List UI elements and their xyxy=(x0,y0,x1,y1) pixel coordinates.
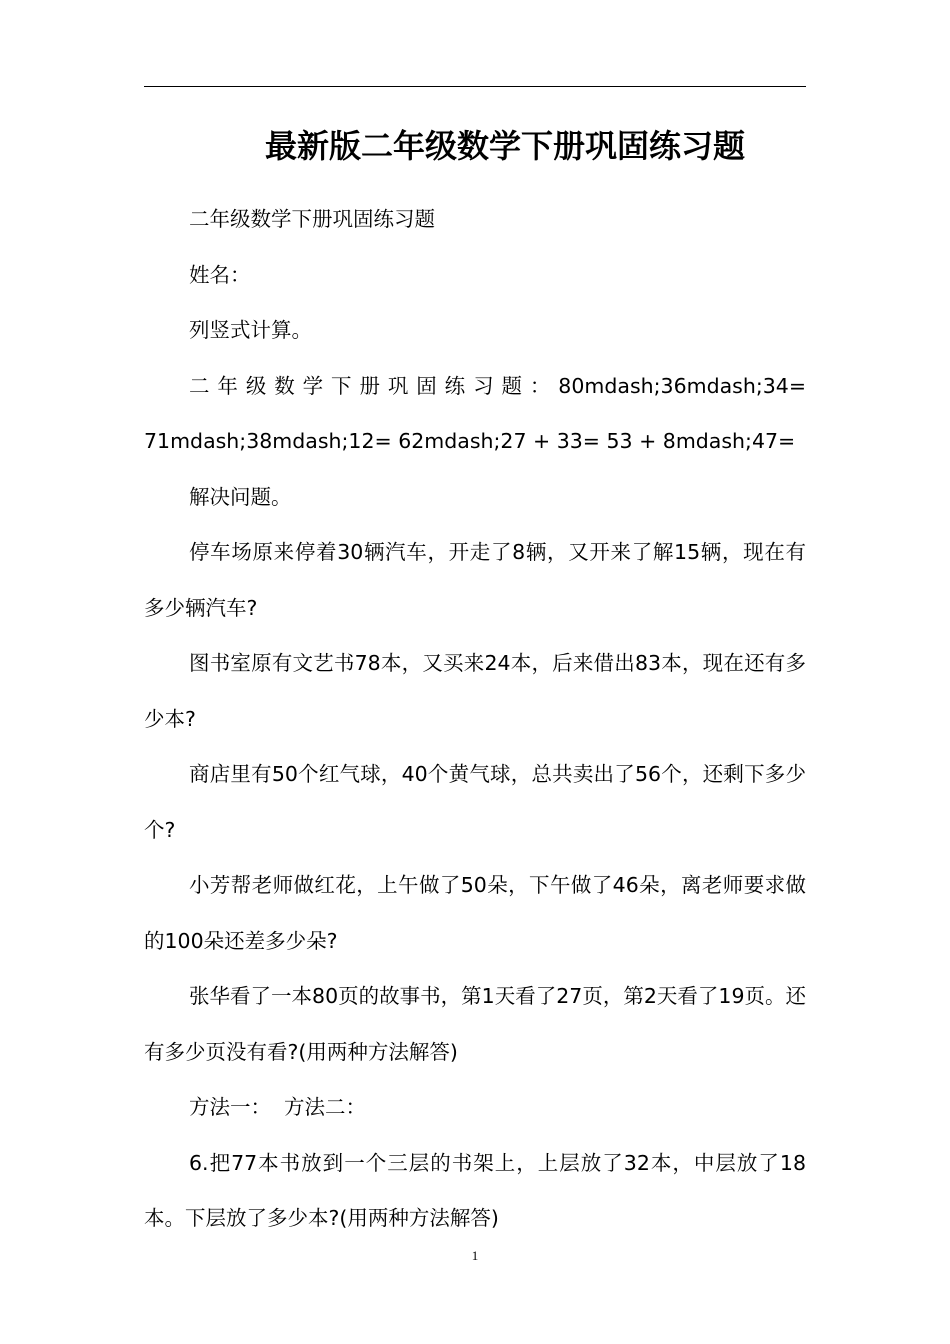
paragraph-methods: 方法一： 方法二： xyxy=(189,1095,367,1119)
paragraph-problem-bookshelf: 6.把77本书放到一个三层的书架上，上层放了32本，中层放了18本。下层放了多少本?(用两种方法解答) xyxy=(144,1150,806,1230)
document-title: 最新版二年级数学下册巩固练习题 xyxy=(264,127,745,165)
page-number: 1 xyxy=(471,1248,479,1263)
paragraph-problem-library: 图书室原有文艺书78本，又买来24本，后来借出83本，现在还有多少本? xyxy=(144,651,806,731)
paragraph-problem-storybook: 张华看了一本80页的故事书，第1天看了27页，第2天看了19页。还有多少页没有看?(用两种方法解答) xyxy=(144,984,806,1064)
paragraph-section-calc: 列竖式计算。 xyxy=(189,318,312,342)
paragraph-name-field: 姓名： xyxy=(189,262,251,287)
paragraph-problem-parking: 停车场原来停着30辆汽车，开走了8辆，又开来了解15辆，现在有多少辆汽车? xyxy=(144,540,806,620)
paragraph-calc-problems: 二年级数学下册巩固练习题：80mdash;36mdash;34= 71mdash;38mdash;12= 62mdash;27 + 33= 53 + 8mdash;47= xyxy=(144,373,806,453)
paragraph-section-problems: 解决问题。 xyxy=(189,484,292,509)
paragraph-problem-balloons: 商店里有50个红气球，40个黄气球，总共卖出了56个，还剩下多少个? xyxy=(144,762,806,842)
header-rule xyxy=(144,86,806,87)
document-body xyxy=(144,192,806,1247)
paragraph-subtitle: 二年级数学下册巩固练习题 xyxy=(189,207,435,231)
paragraph-problem-flowers: 小芳帮老师做红花，上午做了50朵，下午做了46朵，离老师要求做的100朵还差多少朵? xyxy=(144,873,806,953)
